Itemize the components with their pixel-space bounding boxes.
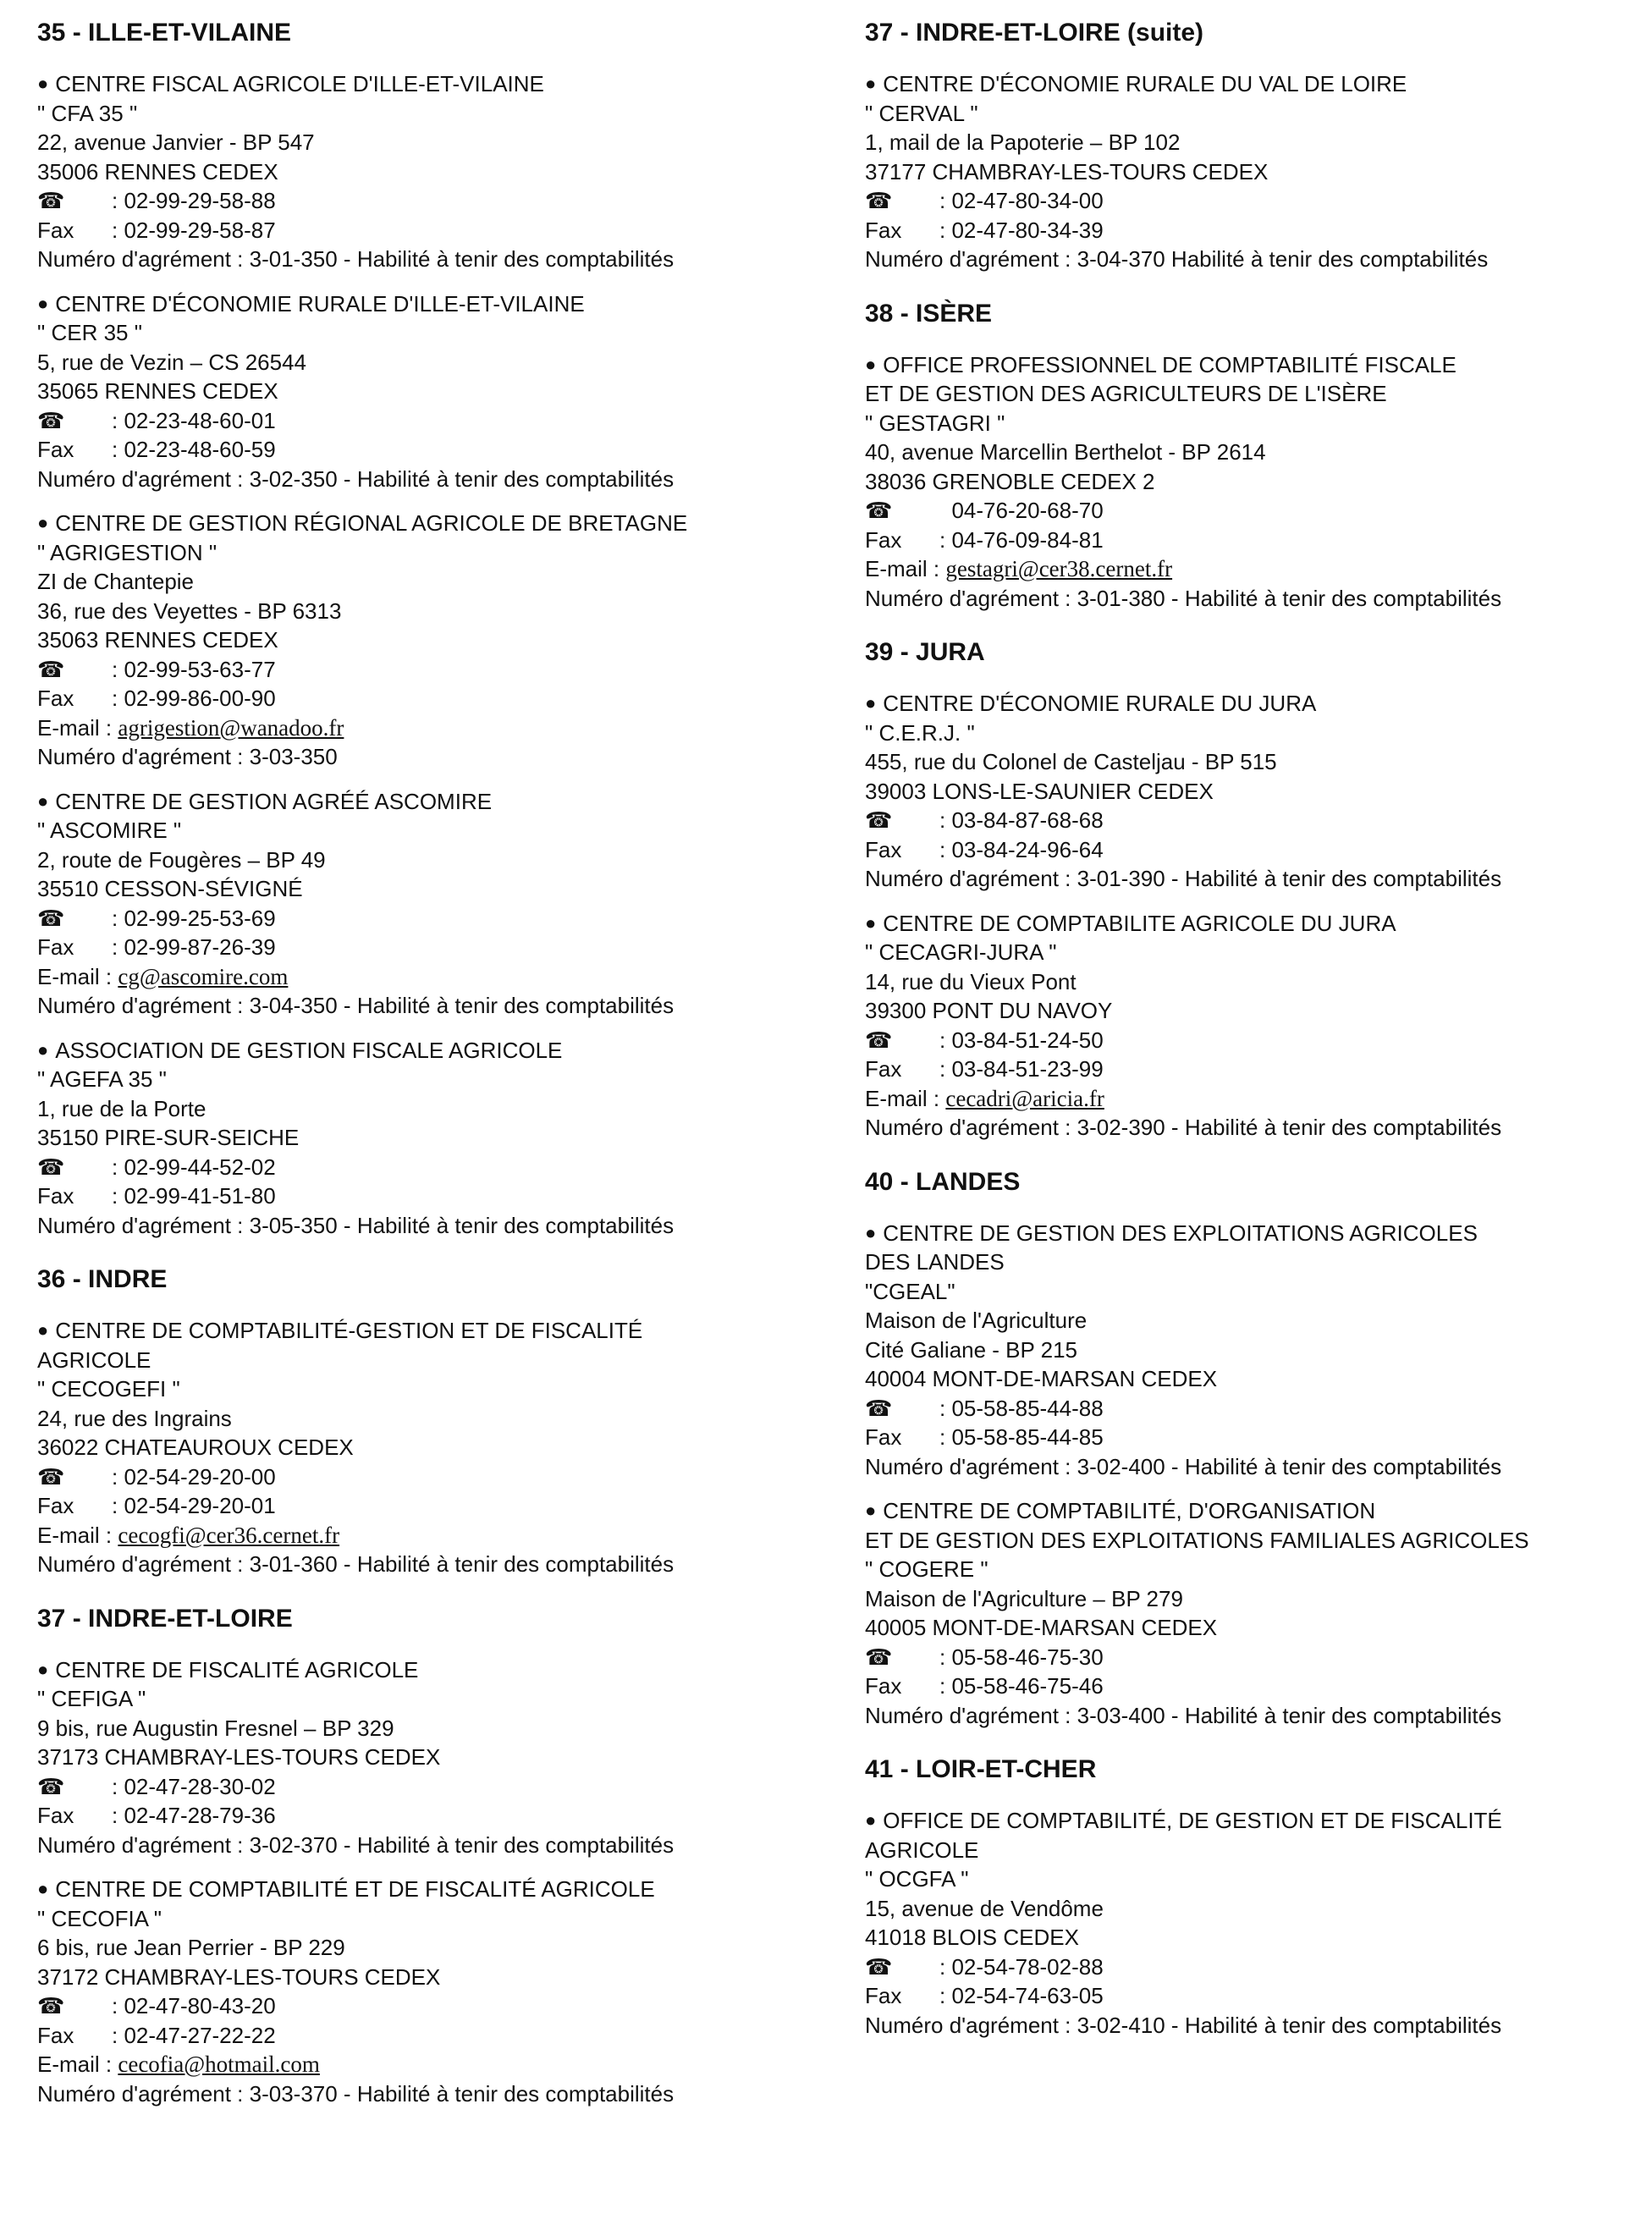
entry-name: CENTRE D'ÉCONOMIE RURALE DU JURA (883, 691, 1317, 716)
entry-name-line (37, 1036, 816, 1066)
address-line: 38036 GRENOBLE CEDEX 2 (865, 468, 1155, 494)
entry-name-line (865, 1496, 1644, 1526)
directory-entry (37, 509, 816, 772)
fax-line (37, 684, 816, 713)
agrement-line: Numéro d'agrément : 3-01-390 - Habilité à tenir des comptabilités (865, 866, 1502, 891)
directory-entry (37, 289, 816, 494)
entry-name-line (37, 787, 816, 817)
fax-line (865, 1055, 1644, 1084)
bullet-icon: ● (37, 73, 49, 94)
address-line: 39300 PONT DU NAVOY (865, 998, 1113, 1023)
address-line: ZI de Chantepie (37, 569, 195, 594)
fax-label: Fax (865, 526, 902, 553)
address-line: " COGERE " (865, 1556, 988, 1582)
phone-icon: ☎ (865, 1953, 893, 1980)
address-line: " C.E.R.J. " (865, 719, 975, 746)
fax-line (37, 435, 816, 465)
phone-line (865, 1643, 1644, 1672)
entry-name: ASSOCIATION DE GESTION FISCALE AGRICOLE (55, 1037, 563, 1063)
fax-line (865, 835, 1644, 865)
directory-entry (865, 1496, 1644, 1730)
phone-line (37, 1462, 816, 1492)
phone-icon: ☎ (37, 1154, 65, 1180)
bullet-icon: ● (37, 512, 49, 533)
bullet-icon: ● (37, 1878, 49, 1899)
email-link[interactable]: agrigestion@wanadoo.fr (118, 714, 344, 741)
fax-line (865, 526, 1644, 555)
entry-name-line (37, 1655, 816, 1685)
address-line: " GESTAGRI " (865, 410, 1005, 436)
email-line (865, 554, 1644, 584)
bullet-icon: ● (37, 1319, 49, 1341)
address-line: 41018 BLOIS CEDEX (865, 1925, 1079, 1950)
address-line: 9 bis, rue Augustin Fresnel – BP 329 (37, 1715, 394, 1741)
address-line: 37173 CHAMBRAY-LES-TOURS CEDEX (37, 1744, 441, 1770)
email-line (37, 962, 816, 992)
entry-name-line (37, 1875, 816, 1904)
directory-entry (37, 69, 816, 274)
phone-line (37, 186, 816, 216)
fax-label: Fax (37, 1493, 74, 1518)
address-line: ET DE GESTION DES EXPLOITATIONS FAMILIALES AGRICOLES (865, 1527, 1529, 1553)
phone-icon: ☎ (865, 1644, 893, 1670)
address-line: 39003 LONS-LE-SAUNIER CEDEX (865, 778, 1214, 804)
department-heading: 35 - ILLE-ET-VILAINE (37, 19, 292, 47)
phone-number: : 02-99-25-53-69 (112, 905, 276, 931)
phone-number: : 02-47-28-30-02 (112, 1773, 276, 1799)
phone-line (865, 186, 1644, 216)
agrement-line: Numéro d'agrément : 3-04-350 - Habilité à tenir des comptabilités (37, 993, 675, 1018)
agrement-line: Numéro d'agrément : 3-02-350 - Habilité à tenir des comptabilités (37, 465, 675, 492)
fax-number: : 03-84-24-96-64 (939, 836, 1104, 862)
entry-name: CENTRE DE COMPTABILITE AGRICOLE DU JURA (883, 910, 1396, 936)
fax-label: Fax (865, 217, 902, 243)
phone-label (865, 1394, 939, 1424)
email-line (865, 1084, 1644, 1114)
department-heading: 40 - LANDES (865, 1167, 1021, 1196)
email-label: E-mail : (865, 1085, 940, 1111)
phone-number: : 03-84-51-24-50 (939, 1027, 1104, 1053)
fax-label: Fax (37, 1803, 74, 1828)
address-line: 22, avenue Janvier - BP 547 (37, 129, 315, 155)
address-line: ET DE GESTION DES AGRICULTEURS DE L'ISÈRE (865, 381, 1387, 406)
address-line: " CECAGRI-JURA " (865, 939, 1057, 965)
address-line: 40005 MONT-DE-MARSAN CEDEX (865, 1615, 1218, 1640)
address-line: 40004 MONT-DE-MARSAN CEDEX (865, 1366, 1218, 1391)
email-label: E-mail : (37, 2052, 113, 2077)
fax-line (37, 1801, 816, 1831)
email-link[interactable]: cecogfi@cer36.cernet.fr (118, 1522, 340, 1548)
bullet-icon: ● (37, 1038, 49, 1060)
bullet-icon: ● (865, 73, 877, 94)
bullet-icon: ● (865, 692, 877, 713)
agrement-line: Numéro d'agrément : 3-05-350 - Habilité à tenir des comptabilités (37, 1212, 675, 1238)
address-line: 5, rue de Vezin – CS 26544 (37, 349, 307, 375)
entry-name-line (865, 69, 1644, 99)
address-line: 35510 CESSON-SÉVIGNÉ (37, 876, 303, 901)
phone-label (37, 1991, 112, 2021)
entry-name-line (865, 1219, 1644, 1248)
agrement-line: Numéro d'agrément : 3-02-410 - Habilité à tenir des comptabilités (865, 2012, 1502, 2038)
address-line: " CFA 35 " (37, 100, 138, 126)
fax-number: : 04-76-09-84-81 (939, 526, 1104, 553)
address-line: 36, rue des Veyettes - BP 6313 (37, 598, 342, 624)
fax-label: Fax (37, 217, 74, 243)
address-line: 455, rue du Colonel de Casteljau - BP 515 (865, 749, 1277, 774)
phone-number: : 05-58-46-75-30 (939, 1644, 1104, 1670)
phone-label (865, 496, 939, 526)
directory-entry (37, 787, 816, 1021)
email-label: E-mail : (37, 1522, 113, 1548)
department-heading: 41 - LOIR-ET-CHER (865, 1755, 1097, 1783)
phone-line (865, 1026, 1644, 1055)
fax-label: Fax (865, 836, 902, 862)
phone-icon: ☎ (37, 1773, 65, 1799)
fax-line (865, 1672, 1644, 1701)
bullet-icon: ● (37, 790, 49, 812)
fax-number: : 05-58-46-75-46 (939, 1673, 1104, 1699)
directory-entry (865, 350, 1644, 614)
entry-name-line (865, 689, 1644, 719)
address-line: "CGEAL" (865, 1278, 955, 1304)
fax-line (37, 2021, 816, 2051)
entry-name: CENTRE D'ÉCONOMIE RURALE D'ILLE-ET-VILAINE (55, 290, 585, 317)
email-link[interactable]: cg@ascomire.com (118, 963, 289, 989)
fax-line (865, 1423, 1644, 1452)
department-heading: 37 - INDRE-ET-LOIRE (37, 1604, 293, 1633)
phone-label (865, 806, 939, 835)
left-column (37, 15, 816, 2123)
phone-number: : 02-99-44-52-02 (112, 1154, 276, 1180)
phone-line (865, 1394, 1644, 1424)
phone-label (865, 186, 939, 216)
entry-name: CENTRE DE COMPTABILITÉ-GESTION ET DE FISCALITÉ (55, 1318, 643, 1343)
email-label: E-mail : (865, 556, 940, 581)
phone-line (37, 1153, 816, 1182)
fax-number: : 02-23-48-60-59 (112, 437, 276, 462)
address-line: Maison de l'Agriculture – BP 279 (865, 1585, 1183, 1611)
address-line: 1, mail de la Papoterie – BP 102 (865, 129, 1181, 155)
directory-entry (37, 1316, 816, 1579)
fax-number: : 02-99-87-26-39 (112, 934, 276, 960)
fax-number: : 02-99-41-51-80 (112, 1183, 276, 1209)
address-line: AGRICOLE (37, 1347, 151, 1373)
entry-name: CENTRE DE GESTION AGRÉÉ ASCOMIRE (55, 788, 493, 814)
right-column (865, 15, 1644, 2055)
address-line: 14, rue du Vieux Pont (865, 968, 1077, 994)
phone-line (865, 1952, 1644, 1982)
directory-entry (865, 1806, 1644, 2040)
phone-line (865, 806, 1644, 835)
fax-label: Fax (37, 2022, 74, 2048)
entry-name-line (37, 1316, 816, 1346)
fax-number: : 03-84-51-23-99 (939, 1056, 1104, 1082)
bullet-icon: ● (865, 353, 877, 375)
fax-label: Fax (865, 1424, 902, 1450)
fax-label: Fax (37, 686, 74, 711)
address-line: " CERVAL " (865, 100, 978, 126)
address-line: " OCGFA " (865, 1866, 969, 1892)
directory-entry (37, 1875, 816, 2108)
entry-name-line (865, 1806, 1644, 1836)
agrement-line: Numéro d'agrément : 3-02-400 - Habilité à tenir des comptabilités (865, 1453, 1502, 1479)
address-line: " CER 35 " (37, 320, 142, 345)
phone-line (865, 496, 1644, 526)
address-line: " CECOFIA " (37, 1905, 162, 1931)
phone-icon: ☎ (37, 407, 65, 433)
entry-name: CENTRE D'ÉCONOMIE RURALE DU VAL DE LOIRE (883, 71, 1407, 96)
phone-icon: ☎ (37, 1463, 65, 1490)
phone-label (865, 1026, 939, 1055)
address-line: " CECOGEFI " (37, 1376, 180, 1402)
fax-number: : 02-47-28-79-36 (112, 1803, 276, 1828)
bullet-icon: ● (865, 1809, 877, 1831)
bullet-icon: ● (37, 1658, 49, 1680)
phone-label (37, 1153, 112, 1182)
phone-number: : 02-47-80-43-20 (112, 1993, 276, 2018)
directory-entry (865, 909, 1644, 1143)
phone-icon: ☎ (37, 1993, 65, 2018)
address-line: 35006 RENNES CEDEX (37, 158, 278, 184)
email-line (37, 2050, 816, 2079)
entry-name: CENTRE FISCAL AGRICOLE D'ILLE-ET-VILAINE (55, 71, 544, 96)
directory-entry (37, 1036, 816, 1241)
entry-name-line (37, 69, 816, 99)
phone-label (37, 655, 112, 685)
fax-number: : 02-47-80-34-39 (939, 217, 1104, 243)
phone-icon: ☎ (37, 188, 65, 213)
address-line: 35065 RENNES CEDEX (37, 378, 278, 404)
directory-entry (37, 1655, 816, 1860)
directory-entry (865, 69, 1644, 274)
phone-line (37, 406, 816, 436)
entry-name: CENTRE DE COMPTABILITÉ ET DE FISCALITÉ AGRICOLE (55, 1876, 655, 1902)
email-line (37, 713, 816, 743)
address-line: 37172 CHAMBRAY-LES-TOURS CEDEX (37, 1963, 441, 1990)
entry-name-line (37, 289, 816, 319)
entry-name-line (37, 509, 816, 538)
address-line: 36022 CHATEAUROUX CEDEX (37, 1435, 354, 1460)
agrement-line: Numéro d'agrément : 3-03-350 (37, 744, 338, 769)
agrement-line: Numéro d'agrément : 3-02-370 - Habilité à tenir des comptabilités (37, 1831, 675, 1858)
fax-label: Fax (37, 934, 74, 960)
email-link[interactable]: cecadri@aricia.fr (945, 1085, 1104, 1111)
address-line: " AGRIGESTION " (37, 539, 218, 565)
fax-label: Fax (865, 1983, 902, 2008)
department-heading: 36 - INDRE (37, 1265, 168, 1293)
fax-label: Fax (37, 437, 74, 462)
agrement-line: Numéro d'agrément : 3-01-380 - Habilité à tenir des comptabilités (865, 585, 1502, 611)
phone-label (37, 1772, 112, 1802)
address-line: 24, rue des Ingrains (37, 1405, 232, 1431)
phone-line (37, 904, 816, 934)
address-line: AGRICOLE (865, 1837, 979, 1863)
phone-icon: ☎ (865, 1027, 893, 1053)
phone-line (37, 1772, 816, 1802)
agrement-line: Numéro d'agrément : 3-04-370 Habilité à tenir des comptabilités (865, 246, 1489, 272)
bullet-icon: ● (865, 1221, 877, 1243)
phone-number: : 03-84-87-68-68 (939, 807, 1104, 833)
address-line: DES LANDES (865, 1249, 1005, 1275)
address-line: " CEFIGA " (37, 1686, 146, 1711)
fax-label: Fax (37, 1183, 74, 1209)
phone-icon: ☎ (37, 656, 65, 682)
fax-number: : 02-54-29-20-01 (112, 1493, 276, 1518)
phone-label (37, 904, 112, 934)
fax-number: : 02-47-27-22-22 (112, 2022, 276, 2048)
phone-number: : 02-99-29-58-88 (112, 188, 276, 213)
address-line: 15, avenue de Vendôme (865, 1895, 1104, 1921)
fax-label: Fax (865, 1056, 902, 1082)
address-line: 6 bis, rue Jean Perrier - BP 229 (37, 1935, 345, 1960)
phone-number: : 02-54-78-02-88 (939, 1953, 1104, 1980)
fax-line (865, 216, 1644, 245)
address-line: " ASCOMIRE " (37, 818, 182, 843)
fax-number: : 05-58-85-44-85 (939, 1424, 1104, 1450)
phone-number: 04-76-20-68-70 (939, 498, 1104, 523)
address-line: Cité Galiane - BP 215 (865, 1336, 1077, 1363)
fax-number: : 02-54-74-63-05 (939, 1983, 1104, 2008)
phone-number: : 02-99-53-63-77 (112, 656, 276, 682)
address-line: Maison de l'Agriculture (865, 1308, 1088, 1333)
agrement-line: Numéro d'agrément : 3-02-390 - Habilité à tenir des comptabilités (865, 1115, 1502, 1140)
phone-icon: ☎ (865, 807, 893, 833)
entry-name: OFFICE DE COMPTABILITÉ, DE GESTION ET DE FISCALITÉ (883, 1808, 1502, 1833)
address-line: 40, avenue Marcellin Berthelot - BP 2614 (865, 439, 1266, 465)
department-heading: 39 - JURA (865, 638, 985, 666)
phone-icon: ☎ (865, 188, 893, 213)
entry-name: CENTRE DE GESTION DES EXPLOITATIONS AGRICOLES (883, 1220, 1478, 1246)
fax-line (37, 1181, 816, 1211)
fax-line (865, 1981, 1644, 2011)
directory-entry (865, 689, 1644, 894)
email-label: E-mail : (37, 714, 113, 741)
phone-label (37, 1462, 112, 1492)
address-line: 35063 RENNES CEDEX (37, 627, 278, 653)
phone-line (37, 655, 816, 685)
fax-number: : 02-99-86-00-90 (112, 686, 276, 711)
agrement-line: Numéro d'agrément : 3-01-360 - Habilité à tenir des comptabilités (37, 1551, 675, 1577)
address-line: " AGEFA 35 " (37, 1066, 167, 1092)
fax-label: Fax (865, 1673, 902, 1699)
phone-line (37, 1991, 816, 2021)
entry-name: CENTRE DE COMPTABILITÉ, D'ORGANISATION (883, 1498, 1376, 1523)
fax-line (37, 216, 816, 245)
email-line (37, 1521, 816, 1550)
phone-icon: ☎ (37, 905, 65, 931)
bullet-icon: ● (865, 911, 877, 934)
phone-label (865, 1952, 939, 1982)
address-line: 35150 PIRE-SUR-SEICHE (37, 1125, 300, 1150)
phone-label (37, 186, 112, 216)
entry-name-line (865, 909, 1644, 939)
phone-icon: ☎ (865, 1395, 893, 1421)
department-heading: 38 - ISÈRE (865, 299, 993, 328)
phone-number: : 05-58-85-44-88 (939, 1395, 1104, 1421)
fax-line (37, 933, 816, 962)
phone-number: : 02-54-29-20-00 (112, 1463, 276, 1490)
entry-name-line (865, 350, 1644, 380)
fax-line (37, 1491, 816, 1521)
fax-number: : 02-99-29-58-87 (112, 217, 276, 243)
email-label: E-mail : (37, 963, 113, 989)
phone-label (37, 406, 112, 436)
bullet-icon: ● (37, 292, 49, 314)
entry-name: CENTRE DE GESTION RÉGIONAL AGRICOLE DE BRETAGNE (55, 510, 688, 536)
agrement-line: Numéro d'agrément : 3-01-350 - Habilité à tenir des comptabilités (37, 246, 675, 272)
address-line: 37177 CHAMBRAY-LES-TOURS CEDEX (865, 158, 1269, 184)
agrement-line: Numéro d'agrément : 3-03-400 - Habilité à tenir des comptabilités (865, 1702, 1502, 1728)
directory-entry (865, 1219, 1644, 1482)
address-line: 2, route de Fougères – BP 49 (37, 846, 326, 873)
phone-number: : 02-47-80-34-00 (939, 188, 1104, 213)
agrement-line: Numéro d'agrément : 3-03-370 - Habilité à tenir des comptabilités (37, 2080, 675, 2107)
department-heading: 37 - INDRE-ET-LOIRE (suite) (865, 19, 1204, 47)
email-link[interactable]: gestagri@cer38.cernet.fr (945, 556, 1173, 581)
email-link[interactable]: cecofia@hotmail.com (118, 2052, 320, 2077)
phone-label (865, 1643, 939, 1672)
phone-icon: ☎ (865, 498, 893, 523)
bullet-icon: ● (865, 1500, 877, 1521)
entry-name: OFFICE PROFESSIONNEL DE COMPTABILITÉ FISCALE (883, 351, 1457, 377)
address-line: 1, rue de la Porte (37, 1095, 206, 1121)
phone-number: : 02-23-48-60-01 (112, 407, 276, 433)
entry-name: CENTRE DE FISCALITÉ AGRICOLE (55, 1656, 419, 1683)
